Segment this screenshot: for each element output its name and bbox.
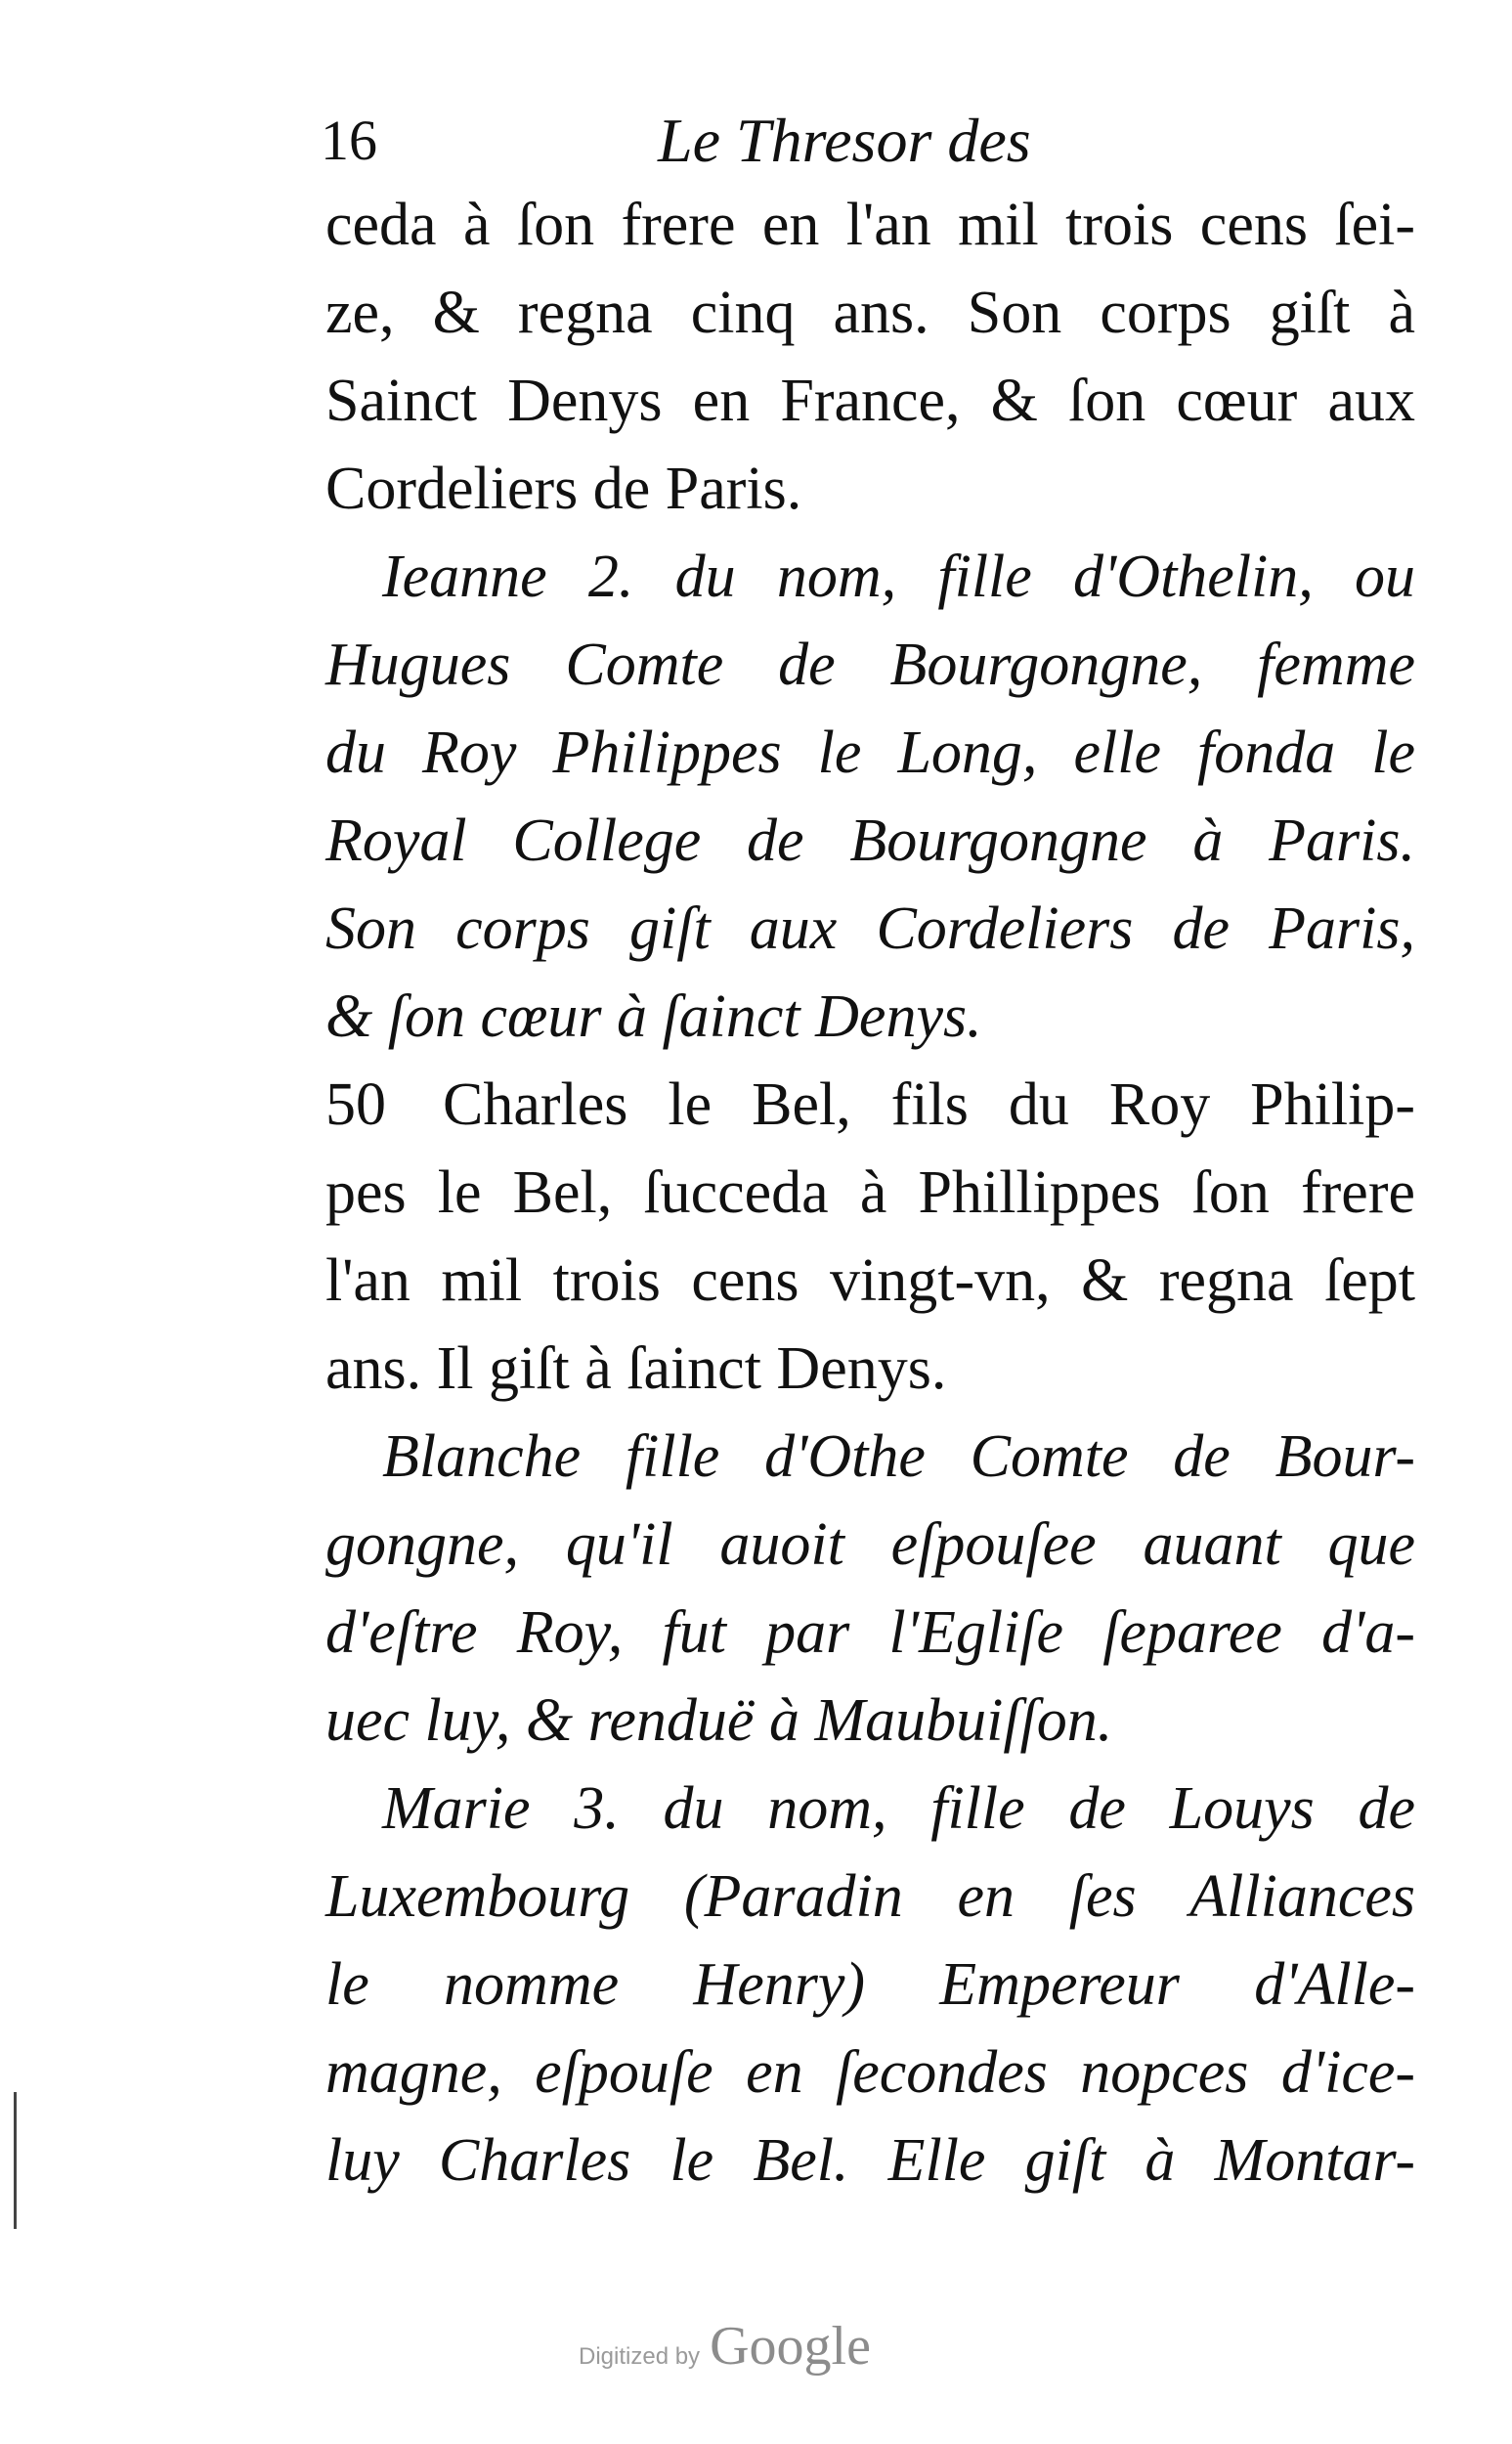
- running-head: Le Thresor des: [658, 106, 1031, 175]
- text-line-content: Hugues Comte de Bourgongne, femme: [325, 632, 1415, 698]
- text-line-content: Son corps giſt aux Cordeliers de Paris,: [325, 895, 1415, 962]
- text-line: [325, 1941, 1415, 2029]
- text-line: [325, 1677, 1415, 1765]
- text-line: [325, 709, 1415, 797]
- text-line-content: Blanche fille d'Othe Comte de Bour-: [382, 1423, 1415, 1490]
- text-line: [325, 885, 1415, 973]
- text-line-content: Cordeliers de Paris.: [325, 456, 802, 522]
- text-line: [325, 1325, 1415, 1413]
- google-logo-text: Google: [710, 2316, 871, 2377]
- page-header: [321, 102, 1396, 180]
- text-line-content: magne, eſpouſe en ſecondes nopces d'ice-: [325, 2039, 1415, 2106]
- digitization-footer: [579, 2315, 871, 2383]
- digitized-by-label: Digitized by: [579, 2343, 701, 2370]
- text-line: [325, 181, 1415, 269]
- page-number: 16: [321, 109, 377, 172]
- text-line: [325, 1413, 1415, 1501]
- body-text: [325, 181, 1415, 2204]
- text-line-content: ceda à ſon frere en l'an mil trois cens ſei-: [325, 192, 1415, 258]
- text-line: [325, 1853, 1415, 1941]
- text-line: [325, 797, 1415, 885]
- text-line: [325, 1149, 1415, 1237]
- scan-edge-mark: [14, 2092, 17, 2229]
- text-line-content: Charles le Bel, fils du Roy Philip-: [443, 1071, 1415, 1138]
- text-line-content: gongne, qu'il auoit eſpouſee auant que: [325, 1511, 1415, 1578]
- text-line-content: pes le Bel, ſucceda à Phillippes ſon frere: [325, 1159, 1415, 1226]
- text-line: [325, 1765, 1415, 1853]
- text-line: [325, 1589, 1415, 1677]
- text-line-content: Royal College de Bourgongne à Paris.: [325, 807, 1415, 874]
- text-line-content: d'eſtre Roy, fut par l'Egliſe ſeparee d'a-: [325, 1599, 1415, 1666]
- text-line-content: Luxembourg (Paradin en ſes Alliances: [325, 1863, 1415, 1930]
- text-line: [325, 2117, 1415, 2204]
- text-line: [325, 621, 1415, 709]
- text-line: [325, 1501, 1415, 1589]
- text-line: [325, 445, 1415, 533]
- text-line-content: ze, & regna cinq ans. Son corps giſt à: [325, 280, 1415, 346]
- text-line-content: luy Charles le Bel. Elle giſt à Montar-: [325, 2127, 1415, 2194]
- text-line-content: le nomme Henry) Empereur d'Alle-: [325, 1951, 1415, 2018]
- text-line-content: ans. Il giſt à ſainct Denys.: [325, 1335, 947, 1402]
- text-line-content: & ſon cœur à ſainct Denys.: [325, 983, 982, 1050]
- text-line-content: Sainct Denys en France, & ſon cœur aux: [325, 368, 1415, 434]
- text-line-content: du Roy Philippes le Long, elle fonda le: [325, 720, 1415, 786]
- text-line: [325, 973, 1415, 1061]
- text-line-content: Marie 3. du nom, fille de Louys de: [382, 1775, 1415, 1842]
- text-line-content: Ieanne 2. du nom, fille d'Othelin, ou: [382, 544, 1415, 610]
- margin-number: 50: [325, 1071, 386, 1138]
- text-line: [325, 2029, 1415, 2117]
- text-line: [325, 533, 1415, 621]
- text-line: [325, 357, 1415, 445]
- text-line: [325, 1237, 1415, 1325]
- text-line-content: uec luy, & renduë à Maubuiſſon.: [325, 1687, 1113, 1754]
- text-line: [325, 1061, 1415, 1149]
- text-line: [325, 269, 1415, 357]
- text-line-content: l'an mil trois cens vingt-vn, & regna ſept: [325, 1247, 1415, 1314]
